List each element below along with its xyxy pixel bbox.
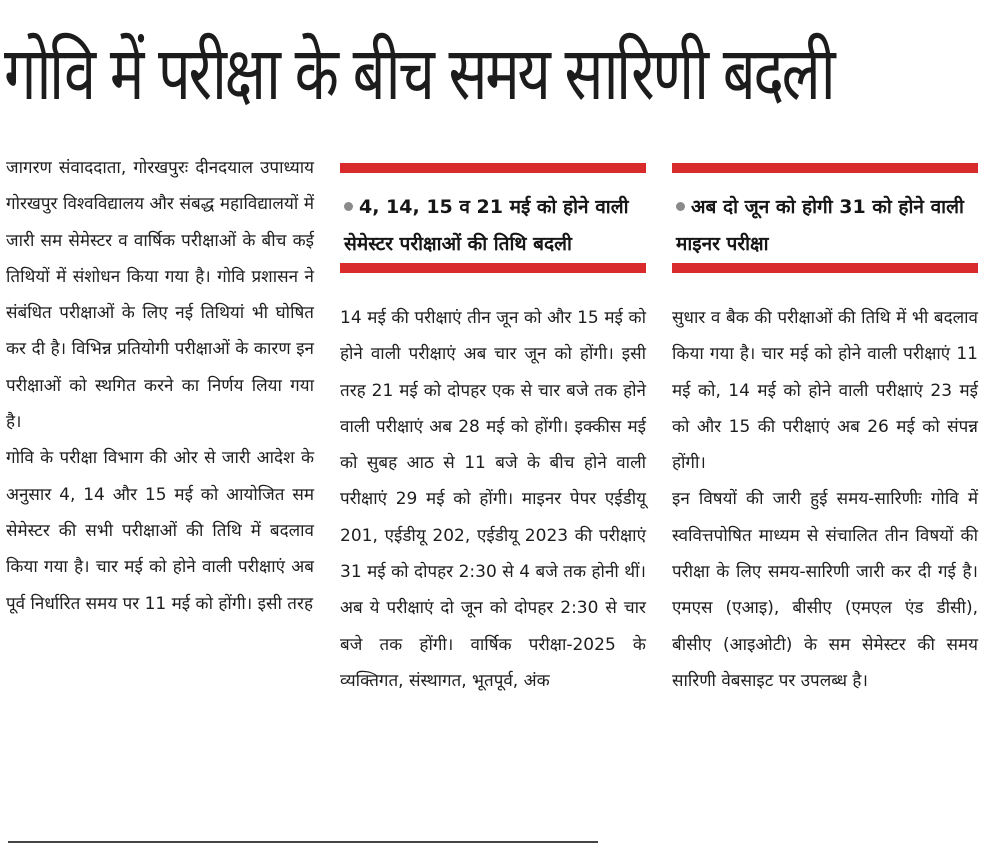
highlight-1 <box>344 189 642 263</box>
headline: गोवि में परीक्षा के बीच समय सारिणी बदली <box>4 31 834 117</box>
highlight-1-text: 4, 14, 15 व 21 मई को होने वाली सेमेस्टर परीक्षाओं की तिथि बदली <box>344 196 629 255</box>
bullet-dot-icon <box>344 202 353 211</box>
bottom-rule <box>8 841 598 843</box>
highlight-2 <box>676 189 974 263</box>
highlight-box-2 <box>672 163 978 273</box>
highlight-box-1 <box>340 163 646 273</box>
column-2-paragraph-1: 14 मई की परीक्षाएं तीन जून को और 15 मई को होने वाली परीक्षाएं अब चार जून को होंगी। इसी तरह 21 मई को दोपहर एक से चार बजे तक होने वाली परीक्षाएं अब 28 मई को होंगी। इक्कीस मई को सुबह आठ से 11 बजे के बीच होने वाली परीक्षाएं 29 मई को होंगी। माइनर पेपर एईडीयू 201, एईडीयू 202, एईडीयू 2023 की परीक्षाएं 31 मई को दोपहर 2:30 से 4 बजे तक होनी थीं। अब ये परीक्षाएं दो जून को दोपहर 2:30 से चार बजे तक होंगी। वार्षिक परीक्षा-2025 के व्यक्तिगत, संस्थागत, भूतपूर्व, अंक <box>340 308 646 691</box>
article-column-2 <box>340 300 646 699</box>
highlight-2-text: अब दो जून को होगी 31 को होने वाली माइनर परीक्षा <box>676 196 964 255</box>
article-column-3 <box>672 300 978 699</box>
article-column-1 <box>6 150 314 622</box>
column-3-paragraph-2: इन विषयों की जारी हुई समय-सारिणीः गोवि में स्ववित्तपोषित माध्यम से संचालित तीन विषयों की परीक्षा के लिए समय-सारिणी जारी कर दी गई है। एमएस (एआइ), बीसीए (एमएल एंड डीसी), बीसीए (आइओटी) के सम सेमेस्टर की समय सारिणी वेबसाइट पर उपलब्ध है। <box>672 489 978 691</box>
column-3-paragraph-1: सुधार व बैक की परीक्षाओं की तिथि में भी बदलाव किया गया है। चार मई को होने वाली परीक्षाएं 11 मई को, 14 मई को होने वाली परीक्षाएं 23 मई को और 15 की परीक्षाएं अब 26 मई को संपन्न होंगी। <box>672 308 978 474</box>
bullet-dot-icon <box>676 202 685 211</box>
column-1-paragraph-2: गोवि के परीक्षा विभाग की ओर से जारी आदेश के अनुसार 4, 14 और 15 मई को आयोजित सम सेमेस्टर की सभी परीक्षाओं की तिथि में बदलाव किया गया है। चार मई को होने वाली परीक्षाएं अब पूर्व निर्धारित समय पर 11 मई को होंगी। इसी तरह <box>6 448 314 614</box>
column-1-paragraph-1: जागरण संवाददाता, गोरखपुरः दीनदयाल उपाध्याय गोरखपुर विश्वविद्यालय और संबद्ध महाविद्यालयों में जारी सम सेमेस्टर व वार्षिक परीक्षाओं के बीच कई तिथियों में संशोधन किया गया है। गोवि प्रशासन ने संबंधित परीक्षाओं के लिए नई तिथियां भी घोषित कर दी है। विभिन्न प्रतियोगी परीक्षाओं के कारण इन परीक्षाओं को स्थगित करने का निर्णय लिया गया है। <box>6 158 314 433</box>
